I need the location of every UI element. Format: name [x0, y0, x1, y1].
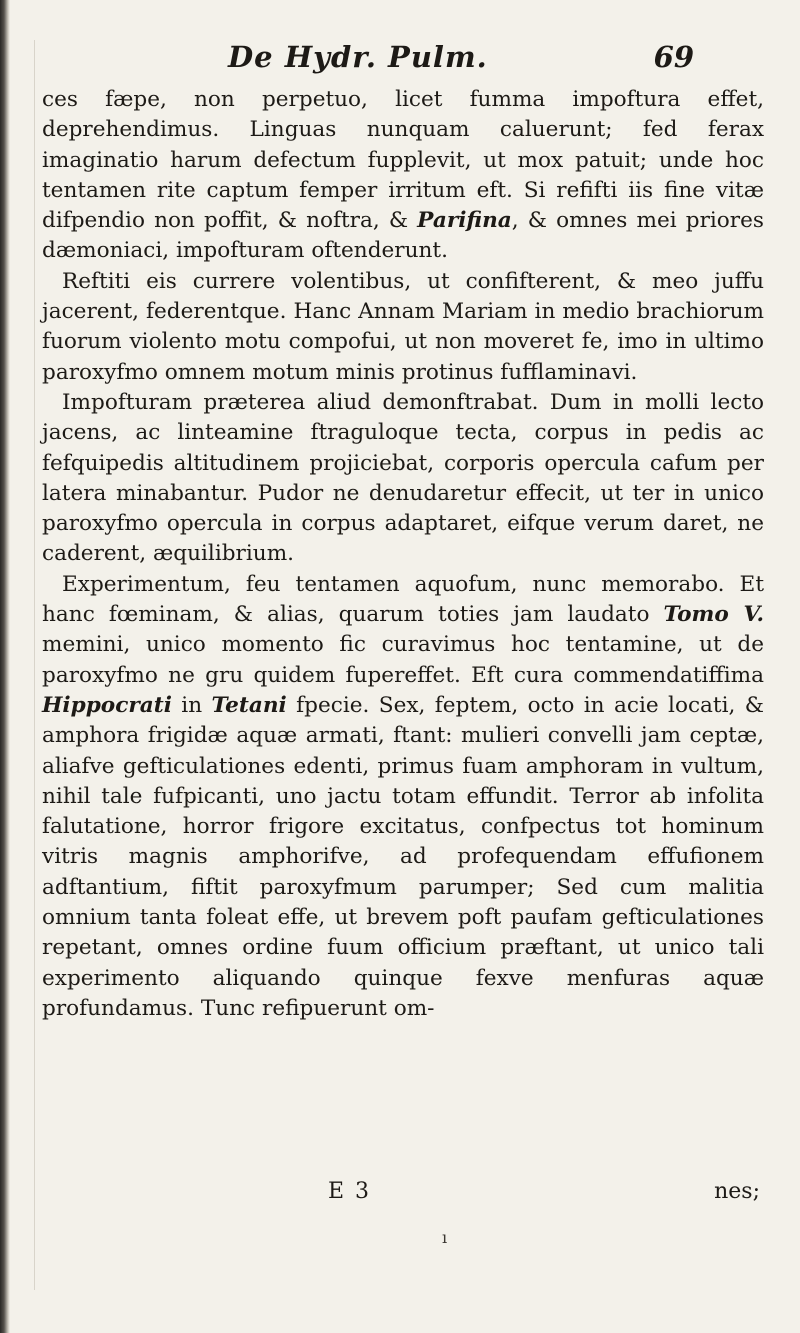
text-run: Experimentum, feu tentamen aquofum, nunc memorabo. Et hanc fœminam, & alias, quarum toties jam laudato	[42, 571, 764, 628]
paragraph-p4	[42, 570, 764, 1024]
italic-term: Parifina	[417, 208, 512, 234]
text-run: in	[171, 692, 212, 718]
text-run: , & omnes mei priores dæmoniaci, impofturam oftenderunt.	[42, 208, 764, 264]
running-title: De Hydr. Pulm.	[228, 40, 488, 74]
italic-term: Tetani	[211, 692, 287, 718]
page-edge	[0, 0, 10, 1333]
paragraph-p2	[42, 267, 764, 388]
page-number: 69	[653, 40, 694, 74]
paragraph-p1	[42, 85, 764, 267]
signature-mark: E 3	[328, 1179, 372, 1204]
gutter-line	[34, 40, 35, 1290]
text-run: Reftiti eis currere volentibus, ut confifterent, & meo juffu jacerent, federentque. Hanc Annam Mariam in medio brachiorum fuorum violento motu compofui, ut non moveret fe, imo in ultimo paroxyfmo omnem motum minis protinus fufflaminavi.	[42, 268, 764, 385]
text-run: memini, unico momento fic curavimus hoc tentamine, ut de paroxyfmo ne gru quidem fupereffet. Eft cura commendatiffima	[42, 632, 764, 688]
page-footer	[42, 1179, 764, 1209]
catchword: nes;	[714, 1179, 760, 1204]
paragraph-p3	[42, 388, 764, 570]
italic-term: Tomo V.	[663, 602, 765, 628]
text-run: fpecie. Sex, feptem, octo in acie locati, & amphora frigidæ aquæ armati, ftant: mulieri convelli jam ceptæ, aliafve gefticulationes edenti, primus fuam amphoram in vultum, nihil tale fufpicanti, uno jactu totam effundit. Terror ab infolita falutatione, horror frigore excitatus, confpectus tot hominum vitris magnis amphorifve, ad profequendam effufionem adftantium, fiftit paroxyfmum parumper; Sed cum malitia omnium tanta foleat effe, ut brevem poft paufam gefticulationes repetant, omnes ordine fuum officium præftant, ut unico tali experimento aliquando quinque fexve menfuras aquæ profundamus. Tunc refipuerunt om-	[42, 692, 764, 1021]
stray-mark: ı	[442, 1228, 448, 1247]
text-run: Impofturam præterea aliud demonftrabat. Dum in molli lecto jacens, ac linteamine ftraguloque tecta, corpus in pedis ac fefquipedis altitudinem projiciebat, corporis opercula cafum per latera minabantur. Pudor ne denudaretur effecit, ut ter in unico paroxyfmo opercula in corpus adaptaret, eifque verum daret, ne caderent, æquilibrium.	[42, 389, 764, 567]
page-header	[80, 40, 750, 84]
body-text	[42, 85, 764, 1024]
italic-term: Hippocrati	[42, 692, 172, 718]
text-run: ces fæpe, non perpetuo, licet fumma impoftura effet, deprehendimus. Linguas nunquam caluerunt; fed ferax imaginatio harum defectum fupplevit, ut mox patuit; unde hoc tentamen rite captum femper irritum eft. Si refifti iis fine vitæ difpendio non poffit, & noftra, &	[42, 87, 764, 234]
